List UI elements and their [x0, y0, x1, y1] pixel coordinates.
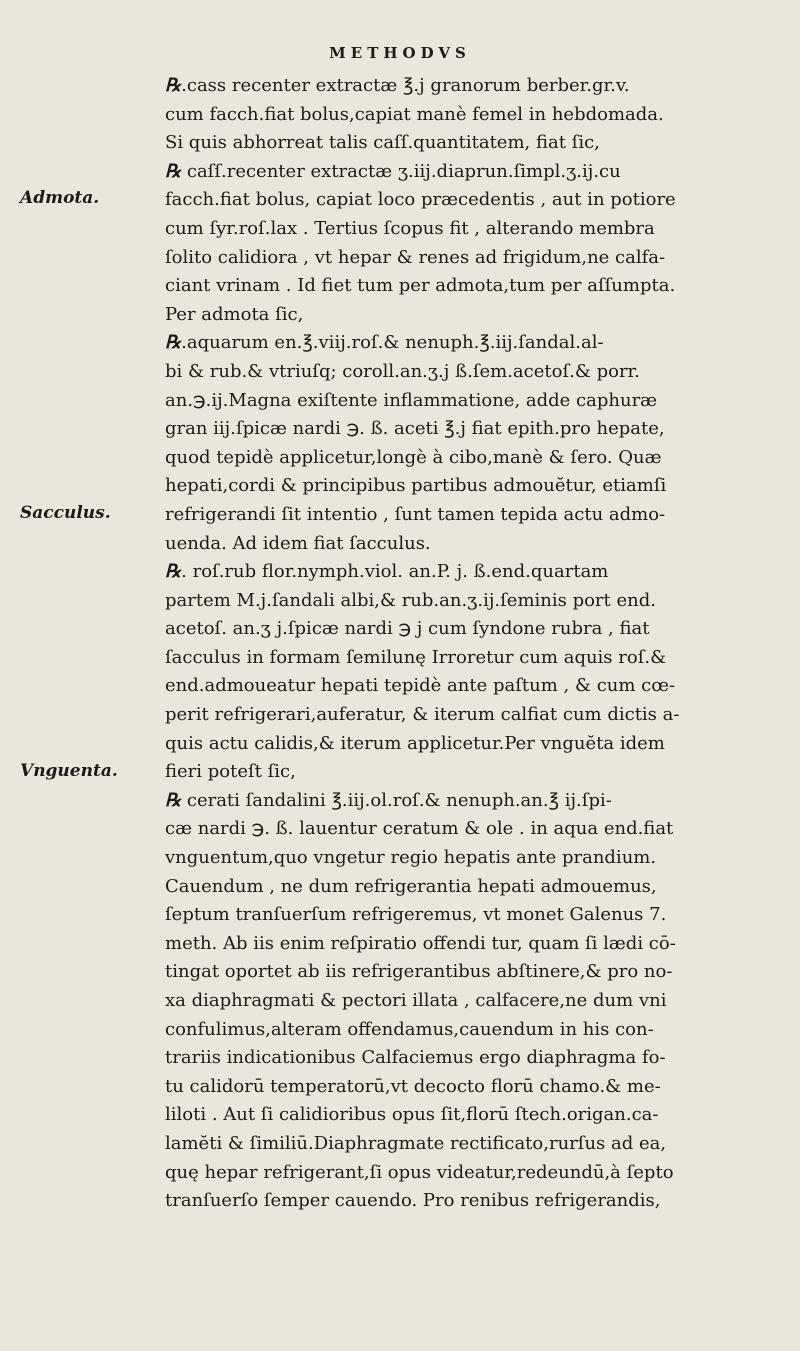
recipe-symbol: ℞	[165, 160, 182, 182]
text-line	[165, 387, 787, 416]
line-text: hepati,cordi & principibus partibus admouĕtur, etiamſi	[165, 475, 667, 497]
line-text: ſolito calidiora , vt hepar & renes ad frigidum,ne calfa-	[165, 246, 666, 268]
line-text: tingat oportet ab iis refrigerantibus abſtinere,& pro no-	[165, 961, 673, 983]
line-text: .cass recenter extractæ ℥.j granorum berber.gr.v.	[181, 75, 630, 96]
text-line	[165, 272, 787, 301]
text-line	[165, 129, 787, 158]
text-line	[165, 186, 787, 215]
line-text: gran iij.ſpicæ nardi ℈. ß. aceti ℥.j fiat epith.pro hepate,	[165, 418, 665, 440]
text-line	[165, 301, 787, 330]
text-line	[165, 987, 787, 1016]
line-text: Cauendum , ne dum refrigerantia hepati admouemus,	[165, 875, 657, 897]
margin-note-sacculus: Sacculus.	[20, 503, 111, 523]
line-text: Si quis abhorreat talis caſſ.quantitatem, fiat ſic,	[165, 132, 600, 154]
line-text: meth. Ab iis enim reſpiratio offendi tur, quam ſi lædi cō-	[165, 932, 676, 954]
recipe-symbol: ℞	[165, 332, 182, 354]
recipe-symbol: ℞	[165, 789, 182, 811]
main-text	[165, 72, 787, 1216]
line-text: liloti . Aut ſi calidioribus opus ſit,florū ſtech.origan.ca-	[165, 1104, 659, 1126]
line-text: perit refrigerari,auferatur, & iterum calfiat cum dictis a-	[165, 704, 680, 726]
text-line	[165, 730, 787, 759]
recipe-symbol: ℞	[165, 75, 182, 96]
text-line	[165, 901, 787, 930]
text-line	[165, 930, 787, 959]
line-text: lamĕti & ſimiliū.Diaphragmate rectificato,rurſus ad ea,	[165, 1132, 667, 1154]
text-line	[165, 1101, 787, 1130]
text-line	[165, 1044, 787, 1073]
margin-note-vnguenta: Vnguenta.	[20, 761, 118, 781]
text-line	[165, 358, 787, 387]
text-line	[165, 472, 787, 501]
line-text: facch.fiat bolus, capiat loco præcedentis , aut in potiore	[165, 189, 676, 211]
text-line	[165, 758, 787, 787]
line-text: cerati ſandalini ℥.iij.ol.roſ.& nenuph.an.℥ ij.ſpi-	[181, 789, 612, 811]
line-text: trariis indicationibus Calfaciemus ergo diaphragma fo-	[165, 1047, 666, 1069]
line-text: tu calidorū temperatorū,vt decocto florū chamo.& me-	[165, 1075, 661, 1097]
line-text: uenda. Ad idem fiat ſacculus.	[165, 532, 431, 554]
line-text: cum ſyr.roſ.lax . Tertius ſcopus fit , alterando membra	[165, 217, 655, 239]
text-line	[165, 501, 787, 530]
line-text: partem M.j.ſandali albi,& rub.an.ʒ.ij.ſeminis port end.	[165, 589, 656, 611]
line-text: ſeptum tranſuerſum refrigeremus, vt monet Galenus 7.	[165, 904, 667, 926]
line-text: fieri poteſt ſic,	[165, 761, 296, 783]
text-line	[165, 215, 787, 244]
line-text: ciant vrinam . Id fiet tum per admota,tum per aſſumpta.	[165, 275, 676, 297]
text-line	[165, 787, 787, 816]
line-text: .aquarum en.℥.viij.roſ.& nenuph.℥.iij.ſandal.al-	[181, 332, 604, 354]
running-title: METHODVS	[329, 44, 471, 62]
text-line	[165, 844, 787, 873]
text-line	[165, 1130, 787, 1159]
line-text: cum facch.fiat bolus,capiat manè femel in hebdomada.	[165, 103, 664, 125]
line-text: Per admota ſic,	[165, 303, 304, 325]
text-line	[165, 415, 787, 444]
text-line	[165, 329, 787, 358]
line-text: bi & rub.& vtriuſq; coroll.an.ʒ.j ß.ſem.acetoſ.& porr.	[165, 360, 640, 382]
line-text: acetoſ. an.ʒ j.ſpicæ nardi ℈ j cum ſyndone rubra , fiat	[165, 618, 650, 640]
text-line	[165, 701, 787, 730]
text-line	[165, 587, 787, 616]
line-text: xa diaphragmati & pectori illata , calfacere,ne dum vni	[165, 990, 667, 1011]
text-line	[165, 815, 787, 844]
text-line	[165, 558, 787, 587]
line-text: refrigerandi ſit intentio , ſunt tamen tepida actu admo-	[165, 503, 666, 525]
line-text: quod tepidè applicetur,longè à cibo,manè & ſero. Quæ	[165, 446, 662, 468]
text-line	[165, 1073, 787, 1102]
line-text: ſacculus in formam ſemilunę Irroretur cum aquis roſ.&	[165, 646, 667, 668]
text-line	[165, 644, 787, 673]
text-line	[165, 530, 787, 559]
text-line	[165, 72, 787, 101]
text-line	[165, 1159, 787, 1188]
line-text: confulimus,alteram offendamus,cauendum in his con-	[165, 1018, 654, 1040]
line-text: . roſ.rub flor.nymph.viol. an.P. j. ß.end.quartam	[181, 561, 609, 583]
line-text: vnguentum,quo vngetur regio hepatis ante prandium.	[165, 847, 657, 869]
margin-note-admota: Admota.	[20, 188, 100, 208]
text-line	[165, 101, 787, 130]
line-text: quę hepar refrigerant,ſi opus videatur,redeundū,à ſepto	[165, 1161, 674, 1183]
text-line	[165, 958, 787, 987]
text-line	[165, 615, 787, 644]
text-line	[165, 244, 787, 273]
line-text: tranſuerſo ſemper cauendo. Pro renibus refrigerandis,	[165, 1190, 661, 1212]
text-line	[165, 158, 787, 187]
text-line	[165, 1016, 787, 1045]
line-text: caſſ.recenter extractæ ʒ.iij.diaprun.ſimpl.ʒ.ij.cu	[181, 160, 621, 182]
recipe-symbol: ℞	[165, 561, 182, 583]
line-text: cæ nardi ℈. ß. lauentur ceratum & ole . in aqua end.fiat	[165, 818, 674, 840]
line-text: quis actu calidis,& iterum applicetur.Per vnguĕta idem	[165, 732, 665, 754]
text-line	[165, 873, 787, 902]
text-line	[165, 444, 787, 473]
line-text: an.℈.ij.Magna exiſtente inflammatione, adde caphuræ	[165, 389, 658, 411]
text-line	[165, 672, 787, 701]
text-line	[165, 1187, 787, 1216]
line-text: end.admoueatur hepati tepidè ante paſtum , & cum cœ-	[165, 675, 676, 697]
